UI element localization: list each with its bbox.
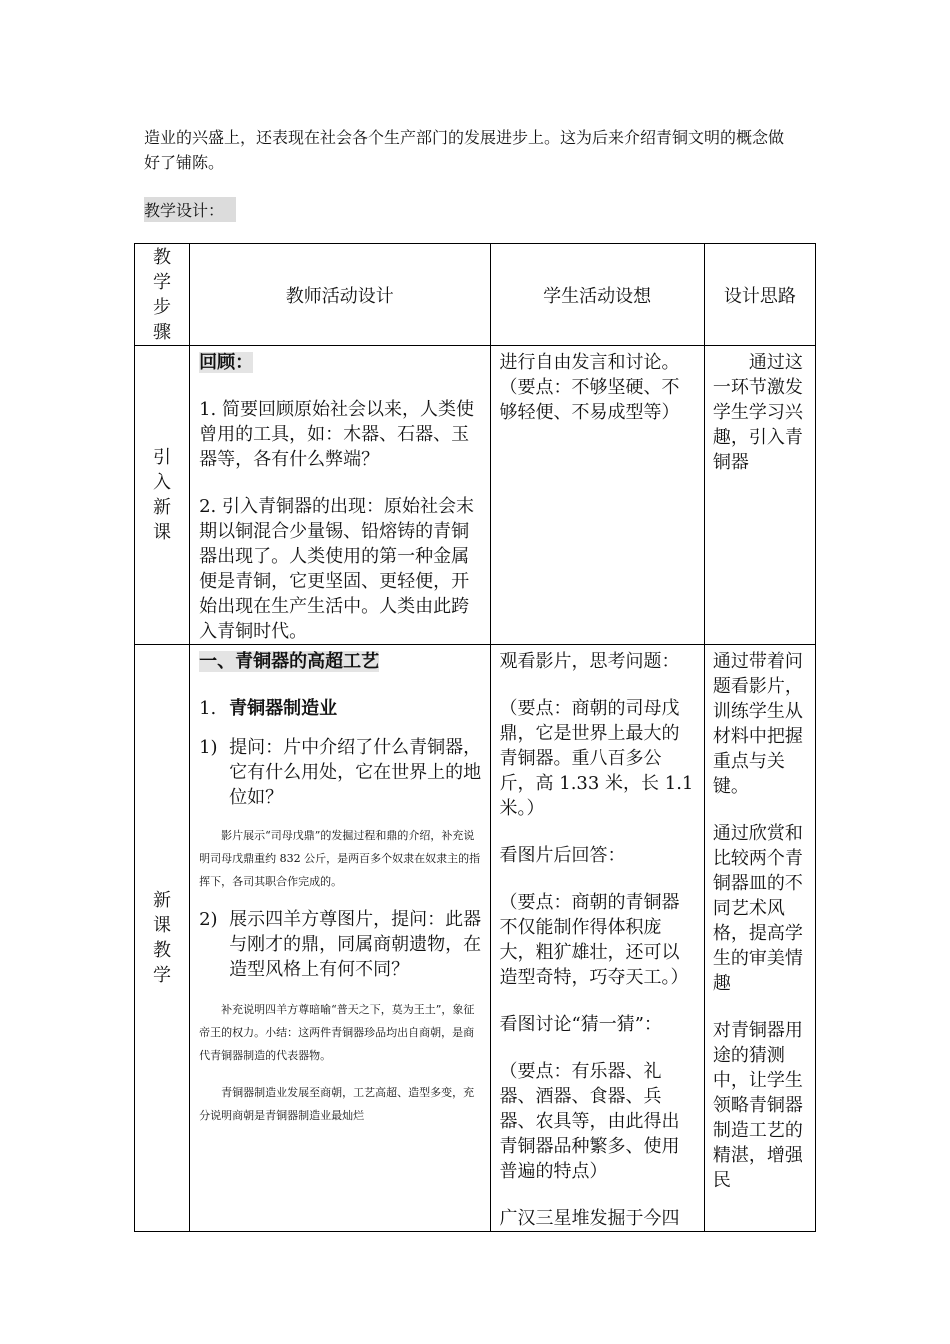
teacher-point-1: 1. 简要回顾原始社会以来，人类使曾用的工具，如：木器、石器、玉器等，各有什么弊端？ [199,399,474,470]
design-cell-new-lesson: 通过带着问题看影片，训练学生从材料中把握重点与关键。 通过欣赏和比较两个青铜器皿的不同艺术风格，提高学生的审美情趣 对青铜器用途的猜测中，让学生领略青铜器制造工艺的精湛，增强民 [704,645,815,1232]
step-cell-intro: 引 入 新 课 [135,346,190,645]
teacher-cell-intro [190,346,490,645]
subsection-title: 1. 青铜器制造业 [199,698,338,719]
table-row [135,346,816,645]
lesson-plan-table [134,243,816,1232]
header-design: 设计思路 [704,244,815,346]
intro-paragraph [144,125,814,175]
student-cell-intro: 进行自由发言和讨论。（要点：不够坚硬、不够轻便、不易成型等） [490,346,704,645]
section-label: 教学设计： [144,197,236,222]
intro-line-2: 好了铺陈。 [144,153,225,172]
table-row [135,645,816,1232]
teacher-cell-new-lesson [190,645,490,1232]
note-2: 补充说明四羊方尊暗喻“普天之下，莫为王土”，象征帝王的权力。小结：这两件青铜器珍品均出自商朝，是商代青铜器制造的代表器物。 [199,1003,475,1062]
step-cell-new-lesson: 新 课 教 学 [135,645,190,1232]
note-1: 影片展示“司母戊鼎”的发掘过程和鼎的介绍，补充说明司母戊鼎重约 832 公斤，是两百多个奴隶在奴隶主的指挥下，各司其职合作完成的。 [199,829,481,888]
section-heading: 一、青铜器的高超工艺 [199,651,380,672]
table-header-row [135,244,816,346]
header-step: 教 学 步 骤 [135,244,190,346]
design-cell-intro: 通过这一环节激发学生学习兴趣，引入青铜器 [704,346,815,645]
question-2: 2) 展示四羊方尊图片，提问：此器与刚才的鼎，同属商朝遗物，在造型风格上有何不同？ [199,909,482,980]
student-cell-new-lesson: 观看影片，思考问题： （要点：商朝的司母戊鼎，它是世界上最大的青铜器。重八百多公斤，高 1.33 米，长 1.1 米。） 看图片后回答： （要点：商朝的青铜器不仅能制作得体积庞大，粗犷雄壮，还可以造型奇特，巧夺天工。） 看图讨论“猜一猜”： （要点：有乐器、礼器、酒器、食器、兵器、农具等，由此得出青铜器品种繁多、使用普遍的特点） 广汉三星堆发掘于今四 [490,645,704,1232]
header-student: 学生活动设想 [490,244,704,346]
review-heading: 回顾： [199,352,254,373]
question-1: 1) 提问：片中介绍了什么青铜器，它有什么用处，它在世界上的地位如？ [199,737,482,808]
note-3: 青铜器制造业发展至商朝，工艺高超、造型多变，充分说明商朝是青铜器制造业最灿烂 [199,1086,475,1122]
teacher-point-2: 2. 引入青铜器的出现：原始社会末期以铜混合少量锡、铅熔铸的青铜器出现了。人类使用的第一种金属便是青铜，它更坚固、更轻便，开始出现在生产生活中。人类由此跨入青铜时代。 [199,496,474,642]
header-teacher: 教师活动设计 [190,244,490,346]
intro-line-1: 造业的兴盛上，还表现在社会各个生产部门的发展进步上。这为后来介绍青铜文明的概念做 [144,128,785,147]
